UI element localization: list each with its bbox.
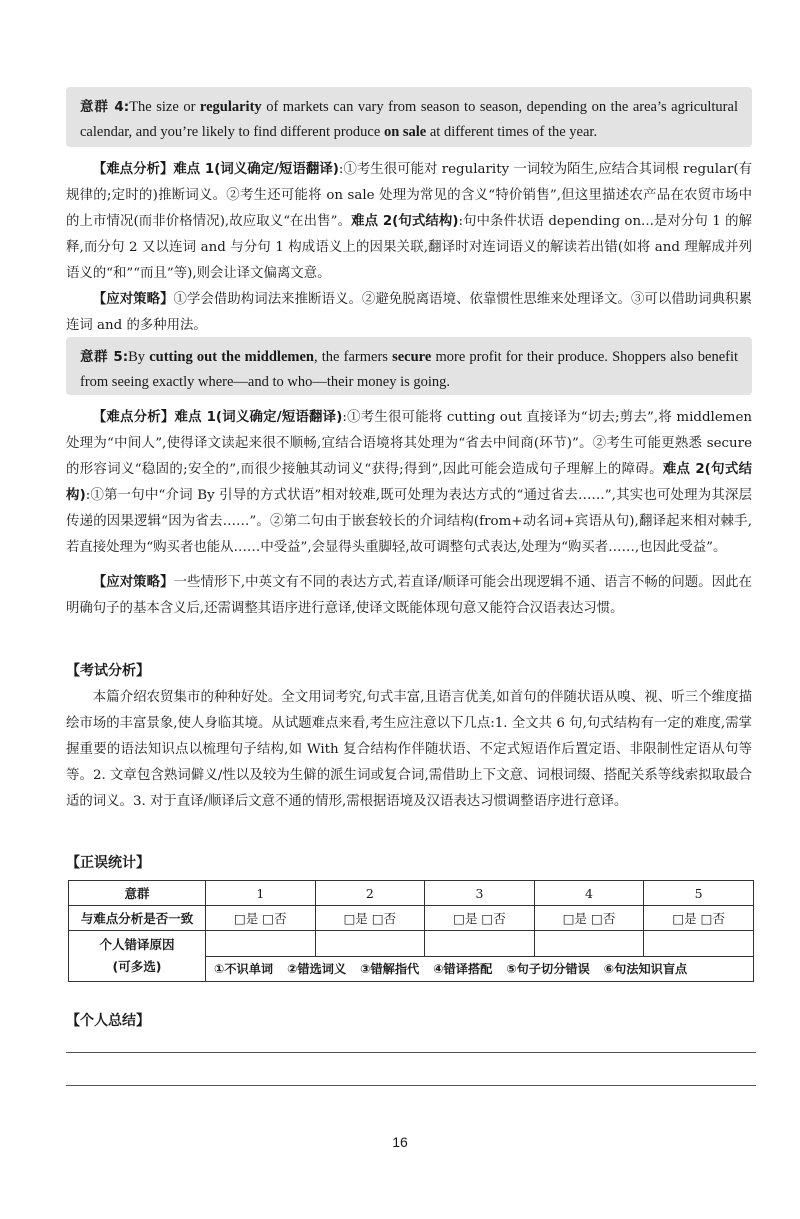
- column-header: 3: [425, 881, 535, 906]
- keyword-regularity: regularity: [199, 99, 262, 115]
- yes-no-checkbox-cell[interactable]: □是 □否: [315, 906, 425, 931]
- sense-group-5-text: By: [128, 349, 150, 365]
- analysis-5: [66, 405, 752, 561]
- exam-analysis-text: 本篇介绍农贸集市的种种好处。全文用词考究,句式丰富,且语言优美,如首句的伴随状语从嗅、视、听三个维度描绘市场的丰富景象,使人身临其境。从试题难点来看,考生应注意以下几点:1. 全文共 6 句,句式结构有一定的难度,需掌握重要的语法知识点以梳理句子结构,如 With 复合结构作伴随状语、不定式短语作后置定语、非限制性定语从句等等。2. 文章包含熟词僻义/性以及较为生僻的派生词或复合词,需借助上下文意、词根词缀、搭配关系等线索拟取最合适的词义。3. 对于直译/顺译后文意不通的情形,需根据语境及汉语表达习惯调整语序进行意译。: [66, 690, 752, 809]
- row-header: 意群: [69, 881, 206, 906]
- sense-group-4-tag: 意群 4:: [80, 99, 130, 115]
- error-reason-blank[interactable]: [315, 931, 425, 957]
- sense-group-5-box: [66, 337, 752, 395]
- row-header: 与难点分析是否一致: [69, 906, 206, 931]
- sense-group-4-box: [66, 87, 752, 147]
- table-row: [69, 881, 754, 906]
- multi-select-note: (可多选): [112, 959, 162, 974]
- sense-group-4-text: of markets can vary from season to season, depending on the area’s agricultural calendar, and you’re likely to find different produce: [80, 99, 738, 140]
- table-row: [69, 906, 754, 931]
- error-reason-blank[interactable]: [644, 931, 754, 957]
- sense-group-5-tag: 意群 5:: [80, 349, 129, 365]
- error-reason-blank[interactable]: [425, 931, 535, 957]
- sense-group-4-text: at different times of the year.: [426, 124, 598, 140]
- column-header: 2: [315, 881, 425, 906]
- stats-table: [68, 880, 754, 982]
- strategy-label: 【应对策略】: [92, 292, 174, 307]
- row-header: [69, 931, 206, 982]
- page-number: 16: [392, 1134, 408, 1150]
- strategy-5: [66, 570, 752, 622]
- error-reason-blank[interactable]: [206, 931, 316, 957]
- yes-no-checkbox-cell[interactable]: □是 □否: [206, 906, 316, 931]
- difficulty-1-head: 难点 1(词义确定/短语翻译): [173, 162, 339, 177]
- keyword-cutting-out-the-middlemen: cutting out the middlemen: [149, 349, 314, 365]
- option-item: ⑤句子切分错误: [506, 962, 590, 977]
- sense-group-5-text: , the farmers: [313, 349, 393, 365]
- analysis-label: 【难点分析】: [92, 162, 174, 177]
- strategy-text: 一些情形下,中英文有不同的表达方式,若直译/顺译可能会出现逻辑不通、语言不畅的问题。因此在明确句子的基本含义后,还需调整其语序进行意译,使译文既能体现句意又能符合汉语表达习惯。: [66, 575, 753, 616]
- option-item: ④错译搭配: [433, 962, 493, 977]
- strategy-label: 【应对策略】: [92, 575, 174, 590]
- analysis-label: 【难点分析】: [92, 410, 175, 425]
- analysis-4: [66, 157, 752, 287]
- difficulty-2-head: 难点 2(句式结构): [66, 462, 752, 503]
- difficulty-1-text: :①考生很可能对 regularity 一词较为陌生,应结合其词根 regular(有规律的;定时的)推断词义。②考生还可能将 on sale 处理为常见的含义“特价销售”,但这里描述农产品在农贸市场中的上市情况(而非价格情况),故应取义“在出售”。: [66, 162, 753, 229]
- stats-title: 【正误统计】: [66, 855, 150, 871]
- difficulty-2-text: :句中条件状语 depending on...是对分句 1 的解释,而分句 2 又以连词 and 与分句 1 构成语义上的因果关联,翻译时对连词语义的解读若出错(如将 and 理解成并列语义的“和”“而且”等),则会让译文偏离文意。: [66, 214, 752, 281]
- error-reason-label: 个人错译原因: [99, 937, 175, 952]
- option-item: ①不识单词: [214, 962, 274, 977]
- summary-title: 【个人总结】: [66, 1013, 150, 1029]
- option-item: ③错解指代: [360, 962, 420, 977]
- column-header: 1: [206, 881, 316, 906]
- yes-no-checkbox-cell[interactable]: □是 □否: [534, 906, 644, 931]
- difficulty-2-text: :①第一句中“介词 By 引导的方式状语”相对较难,既可处理为表达方式的“通过省去……”,其实也可处理为其深层传递的因果逻辑“因为省去……”。②第二句由于嵌套较长的介词结构(from+动名词+宾语从句),翻译起来相对棘手,若直接处理为“购买者也能从……中受益”,会显得头重脚轻,故可调整句式表达,处理为“购买者……,也因此受益”。: [66, 488, 752, 555]
- sense-group-4-text: The size or: [129, 99, 200, 115]
- yes-no-checkbox-cell[interactable]: □是 □否: [644, 906, 754, 931]
- yes-no-checkbox-cell[interactable]: □是 □否: [425, 906, 535, 931]
- summary-line[interactable]: [66, 1052, 756, 1053]
- difficulty-1-text: :①考生很可能将 cutting out 直接译为“切去;剪去”,将 middlemen 处理为“中间人”,使得译文读起来很不顺畅,宜结合语境将其处理为“省去中间商(环节)”。②考生可能更熟悉 secure 的形容词义“稳固的;安全的”,而很少接触其动词义“获得;得到”,因此可能会造成句子理解上的障碍。: [66, 410, 753, 477]
- option-item: ②错选词义: [287, 962, 347, 977]
- option-item: ⑥句法知识盲点: [603, 962, 688, 977]
- error-options: [206, 956, 754, 982]
- keyword-on-sale: on sale: [383, 124, 427, 140]
- exam-analysis-title: 【考试分析】: [66, 663, 150, 679]
- difficulty-2-head: 难点 2(句式结构): [351, 214, 459, 229]
- summary-line[interactable]: [66, 1085, 756, 1086]
- sense-group-5-text: more profit for their produce. Shoppers also benefit from seeing exactly where—and to who—their money is going.: [80, 349, 739, 390]
- keyword-secure: secure: [392, 349, 432, 365]
- strategy-text: ①学会借助构词法来推断语义。②避免脱离语境、依靠惯性思维来处理译文。③可以借助词典积累连词 and 的多种用法。: [66, 292, 753, 333]
- difficulty-1-head: 难点 1(词义确定/短语翻译): [174, 410, 343, 425]
- strategy-4: [66, 287, 752, 339]
- table-row: [69, 931, 754, 957]
- column-header: 4: [534, 881, 644, 906]
- error-reason-blank[interactable]: [534, 931, 644, 957]
- column-header: 5: [644, 881, 754, 906]
